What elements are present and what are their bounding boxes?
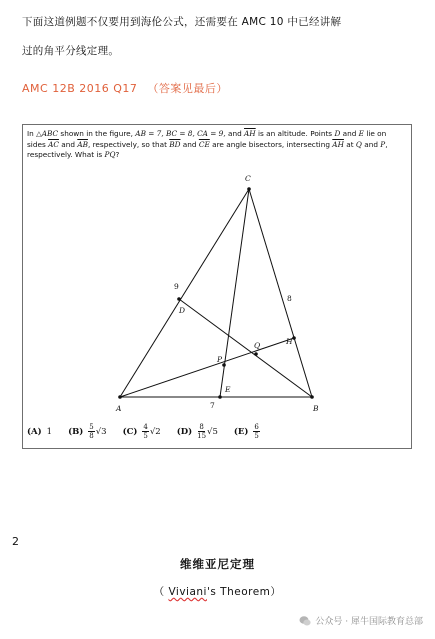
math-segment: $\overline{CE}$ [198,139,210,149]
radical: √5 [207,426,218,437]
watermark-text: 公众号 · 犀牛国际教育总部 [315,617,423,627]
choice-b [68,423,107,440]
text-run: is an altitude. Points [255,129,335,138]
numerator: 8 [199,423,204,431]
label-b: B [313,404,319,413]
label-c: C [245,174,251,183]
math-segment: $\overline{AC}$ [48,139,59,149]
side-ca-length: 9 [174,282,179,291]
theorem-title: 维维亚尼定理 [180,557,255,571]
math-point: Q [355,139,362,149]
choice-e [234,423,261,440]
side-cb [249,189,312,397]
bisector-bd [179,299,312,397]
intro-line-2: 过的角平分线定理。 [22,45,120,57]
side-bc-length: 8 [287,294,292,303]
side-ca [120,189,249,397]
numerator: 6 [254,423,259,431]
fraction [142,423,148,440]
point-e [218,395,222,399]
problem-heading [22,80,228,96]
text-run: at [343,139,356,149]
choice-letter: (C) [122,426,138,437]
choice-letter: (D) [176,426,193,437]
math-point: E [358,129,364,138]
text-run: and [180,139,199,149]
choice-value: 1 [46,426,53,437]
numerator: 4 [143,423,148,431]
text-run: shown in the figure, [58,129,136,138]
theorem-subtitle [0,584,435,599]
problem-box [22,124,412,449]
text-run: , respectively, so that [87,139,170,149]
text-run: lie on sides [27,129,387,149]
label-p: P [217,355,223,364]
point-h [292,336,296,340]
label-d: D [179,306,186,315]
denominator: 8 [89,432,94,440]
math-segment: $\overline{AH}$ [332,139,344,149]
text-run: In [27,129,37,138]
point-b [310,395,314,399]
denominator: 15 [197,432,207,440]
text-run: and [361,139,381,149]
side-ab-length: 7 [210,401,215,410]
answer-choices [27,423,277,440]
math-sides: AB = 7, BC = 8, CA = 9, [135,129,226,138]
point-p [222,363,226,367]
fraction [253,423,259,440]
denominator: 5 [143,432,148,440]
math-segment: $\overline{AH}$ [244,129,256,138]
label-a: A [116,404,122,413]
altitude-ah [120,338,294,397]
choice-c [123,423,161,440]
choice-letter: (E) [233,426,249,437]
page-number: 2 [12,535,19,548]
theorem-name-rest: 's Theorem） [206,586,282,598]
label-h: H [286,337,293,346]
watermark [299,614,423,627]
choice-letter: (A) [27,426,42,437]
point-a [118,395,122,399]
math-segment: $\overline{BD}$ [169,139,181,149]
math-point: P [380,139,386,149]
text-run: and [340,129,359,138]
intro-line-1: 下面这道例题不仅要用到海伦公式，还需要在 AMC 10 中已经讲解 [22,16,342,28]
theorem-name: Viviani [168,586,207,598]
label-e: E [225,385,231,394]
answer-hint: （答案见最后） [147,82,228,95]
math-segment: $\overline{AB}$ [77,139,88,149]
choice-d [177,423,218,440]
math-point: D [334,129,341,138]
fraction [88,423,94,440]
triangle-figure [23,125,413,450]
text-run: and [58,139,78,149]
math-segment: PQ [104,150,116,160]
text-run: , respectively. What is [27,139,388,160]
fraction [197,423,206,440]
numerator: 5 [89,423,94,431]
wechat-icon [299,615,311,627]
problem-source: AMC 12B 2016 Q17 [22,82,138,95]
math-triangle: △ABC [36,129,59,138]
denominator: 5 [254,432,259,440]
radical: √3 [95,426,107,437]
point-q [254,352,258,356]
intro-paragraph [22,8,417,66]
paren-open: （ [153,586,169,598]
label-q: Q [254,341,261,350]
choice-letter: (B) [68,426,84,437]
choice-a [27,427,52,437]
point-d [177,297,181,301]
text-run: and [225,129,245,138]
radical: √2 [149,426,161,437]
point-c [247,187,251,191]
text-run: are angle bisectors, intersecting [209,139,333,149]
text-run: ? [115,150,120,160]
